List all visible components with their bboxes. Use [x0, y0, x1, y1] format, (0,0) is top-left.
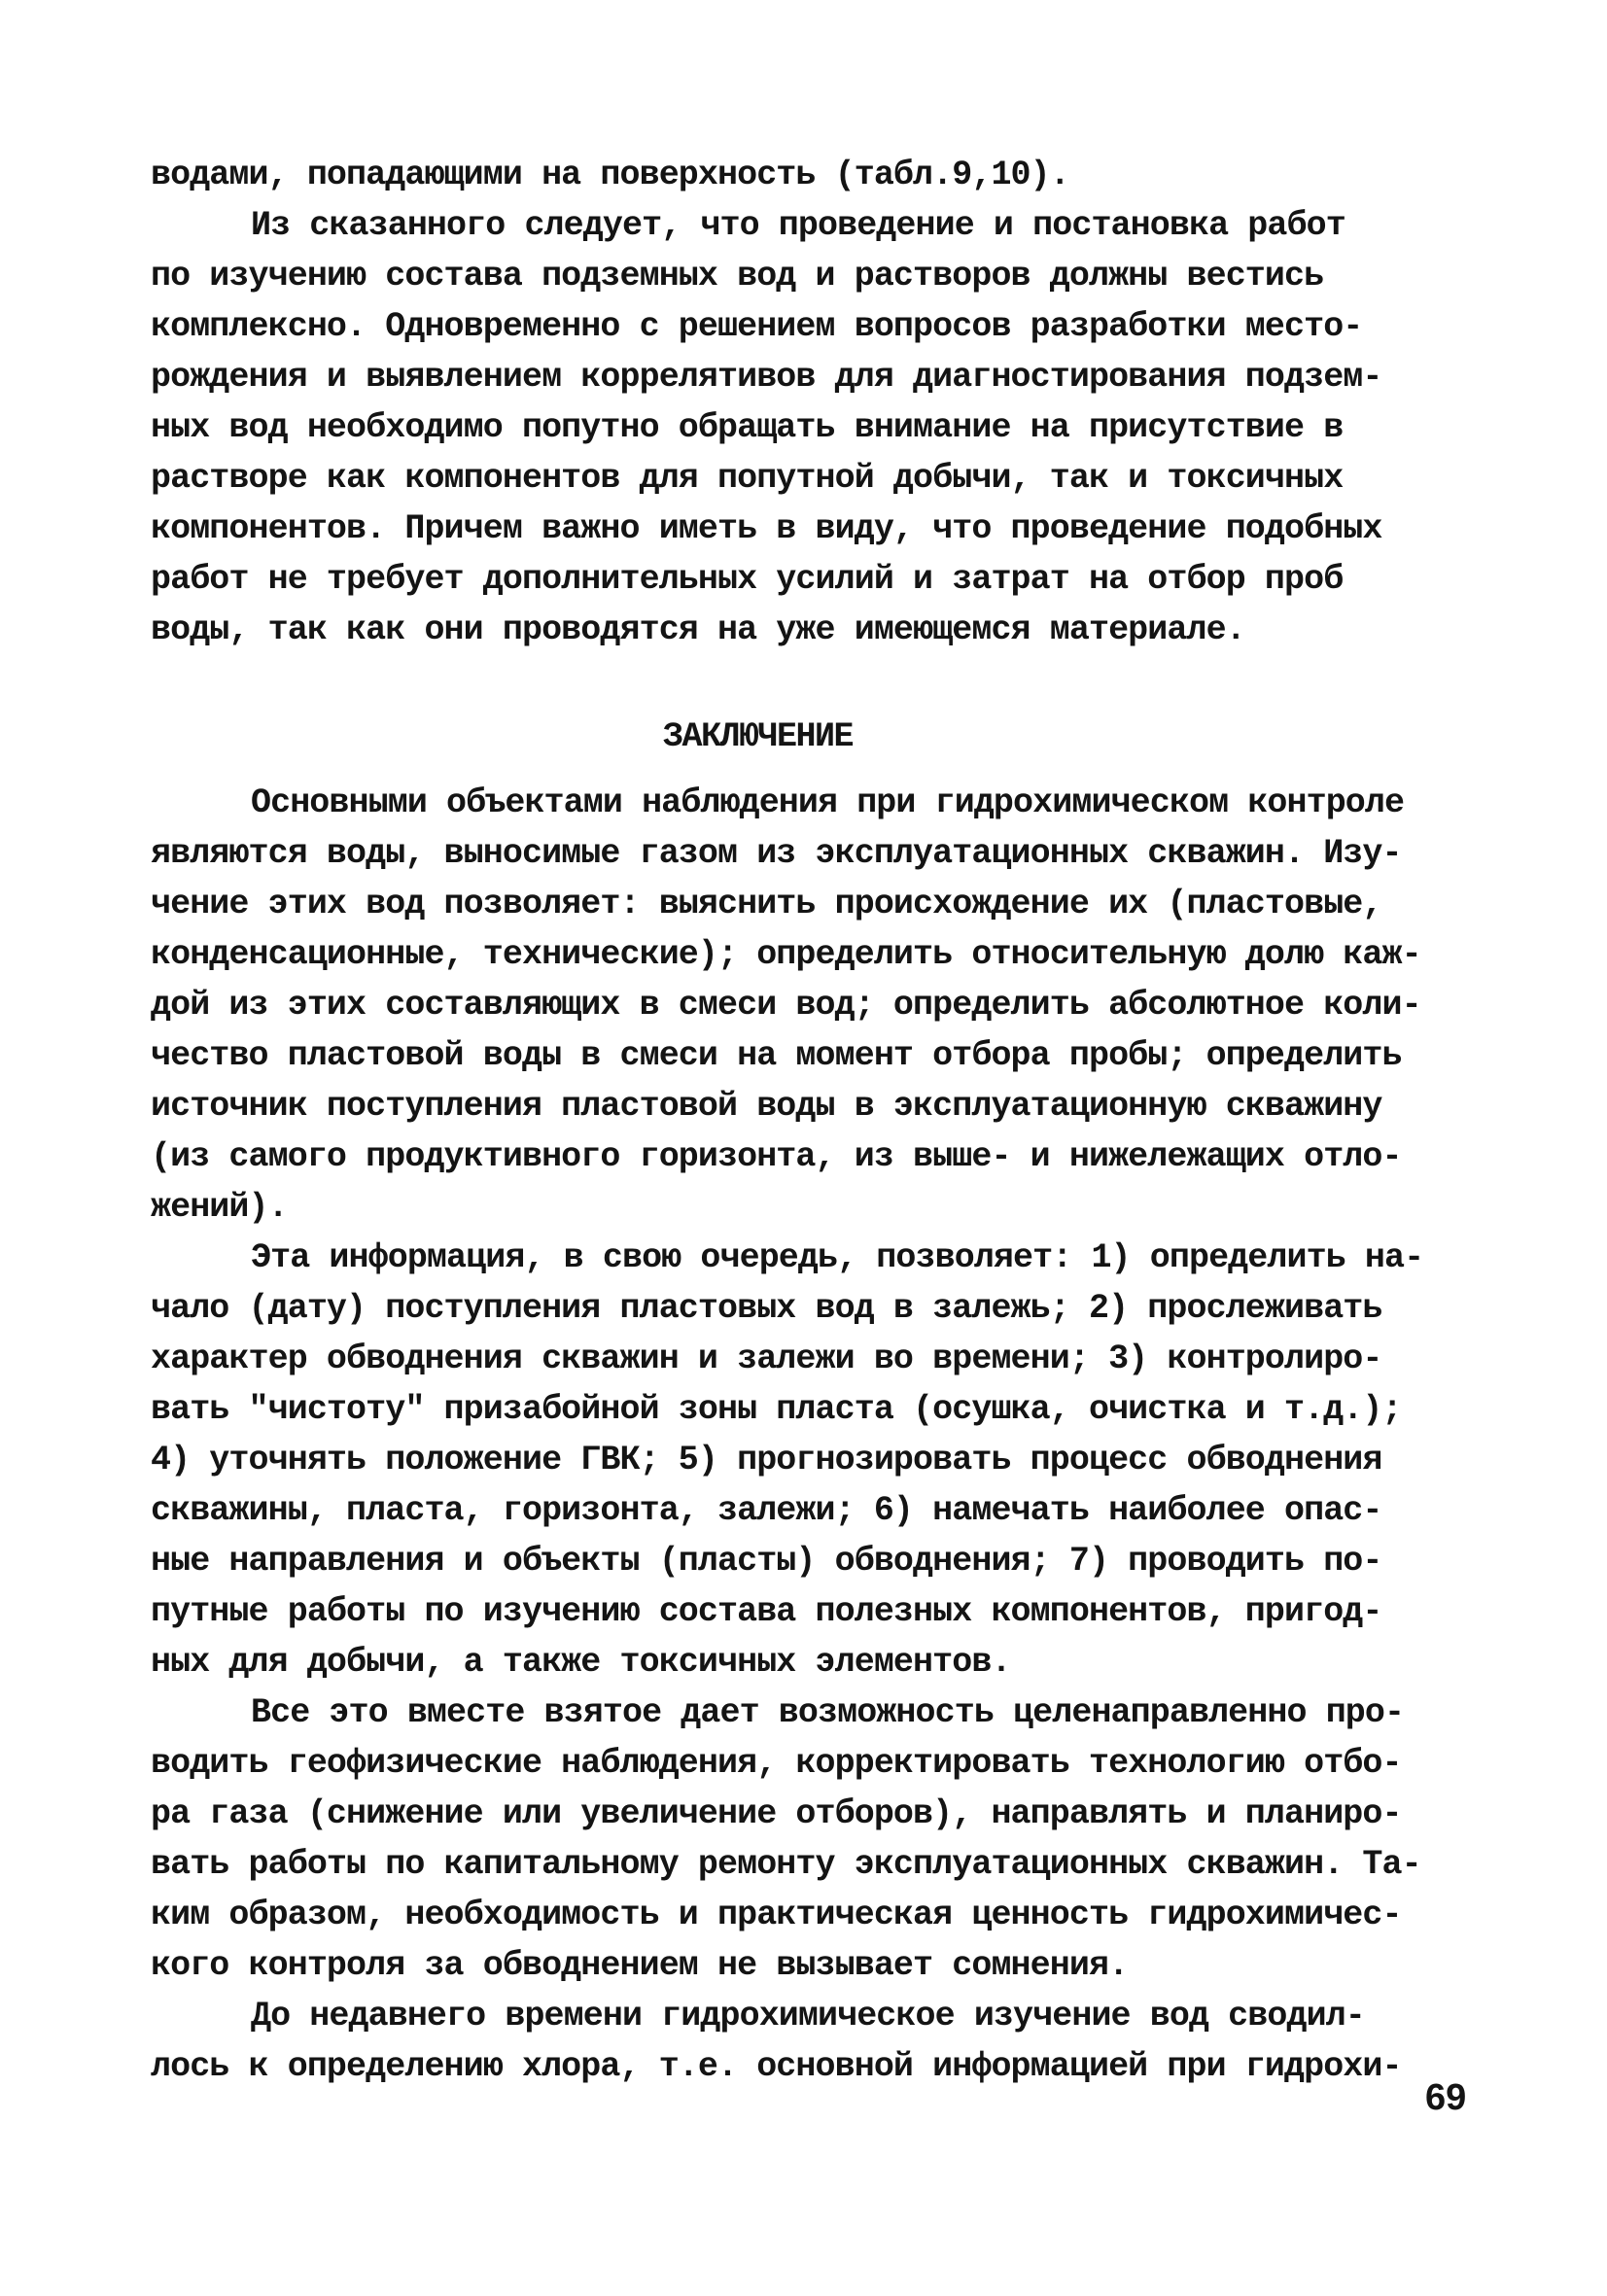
- text-line: ра газа (снижение или увеличение отборов), направлять и планиро-: [151, 1794, 1402, 1833]
- text-line: чество пластовой воды в смеси на момент отбора пробы; определить: [151, 1036, 1402, 1075]
- text-line: конденсационные, технические); определить относительную долю каж-: [151, 935, 1421, 974]
- text-line: дой из этих составляющих в смеси вод; определить абсолютное коли-: [151, 986, 1421, 1025]
- text-line: Из сказанного следует, что проведение и постановка работ: [251, 206, 1345, 245]
- text-line: водами, попадающими на поверхность (табл.9,10).: [151, 156, 1069, 194]
- text-line: (из самого продуктивного горизонта, из выше- и нижележащих отло-: [151, 1137, 1402, 1176]
- text-line: Эта информация, в свою очередь, позволяет: 1) определить на-: [251, 1238, 1424, 1277]
- text-line: жений).: [151, 1188, 288, 1227]
- text-line: характер обводнения скважин и залежи во времени; 3) контролиро-: [151, 1339, 1382, 1378]
- text-line: комплексно. Одновременно с решением вопросов разработки место-: [151, 307, 1363, 346]
- text-line: работ не требует дополнительных усилий и затрат на отбор проб: [151, 560, 1344, 599]
- text-line: источник поступления пластовой воды в эксплуатационную скважину: [151, 1087, 1382, 1126]
- text-line: До недавнего времени гидрохимическое изучение вод сводил-: [251, 1997, 1365, 2035]
- text-line: чение этих вод позволяет: выяснить происхождение их (пластовые,: [151, 885, 1382, 923]
- text-line: Основными объектами наблюдения при гидрохимическом контроле: [251, 783, 1405, 822]
- text-line: Все это вместе взятое дает возможность целенаправленно про-: [251, 1693, 1405, 1732]
- text-line: ные направления и объекты (пласты) обводнения; 7) проводить по-: [151, 1542, 1382, 1581]
- section-heading: ЗАКЛЮЧЕНИЕ: [663, 717, 854, 756]
- text-line: скважины, пласта, горизонта, залежи; 6) намечать наиболее опас-: [151, 1491, 1382, 1530]
- text-line: кого контроля за обводнением не вызывает сомнения.: [151, 1946, 1129, 1985]
- text-line: являются воды, выносимые газом из эксплуатационных скважин. Изу-: [151, 834, 1402, 873]
- text-line: вать работы по капитальному ремонту эксплуатационных скважин. Та-: [151, 1845, 1421, 1884]
- text-line: водить геофизические наблюдения, корректировать технологию отбо-: [151, 1744, 1402, 1783]
- text-line: чало (дату) поступления пластовых вод в залежь; 2) прослеживать: [151, 1289, 1382, 1328]
- text-line: растворе как компонентов для попутной добычи, так и токсичных: [151, 459, 1344, 498]
- text-line: лось к определению хлора, т.е. основной информацией при гидрохи-: [151, 2047, 1402, 2086]
- text-line: компонентов. Причем важно иметь в виду, что проведение подобных: [151, 509, 1382, 548]
- text-line: ким образом, необходимость и практическая ценность гидрохимичес-: [151, 1896, 1402, 1934]
- text-line: по изучению состава подземных вод и растворов должны вестись: [151, 257, 1324, 296]
- text-line: воды, так как они проводятся на уже имеющемся материале.: [151, 610, 1245, 649]
- text-line: путные работы по изучению состава полезных компонентов, пригод-: [151, 1592, 1382, 1631]
- text-line: ных вод необходимо попутно обращать внимание на присутствие в: [151, 408, 1344, 447]
- text-line: ных для добычи, а также токсичных элементов.: [151, 1643, 1011, 1682]
- page-number: 69: [1425, 2077, 1467, 2118]
- text-line: вать "чистоту" призабойной зоны пласта (осушка, очистка и т.д.);: [151, 1390, 1402, 1429]
- text-line: 4) уточнять положение ГВК; 5) прогнозировать процесс обводнения: [151, 1441, 1382, 1479]
- text-line: рождения и выявлением коррелятивов для диагностирования подзем-: [151, 358, 1382, 397]
